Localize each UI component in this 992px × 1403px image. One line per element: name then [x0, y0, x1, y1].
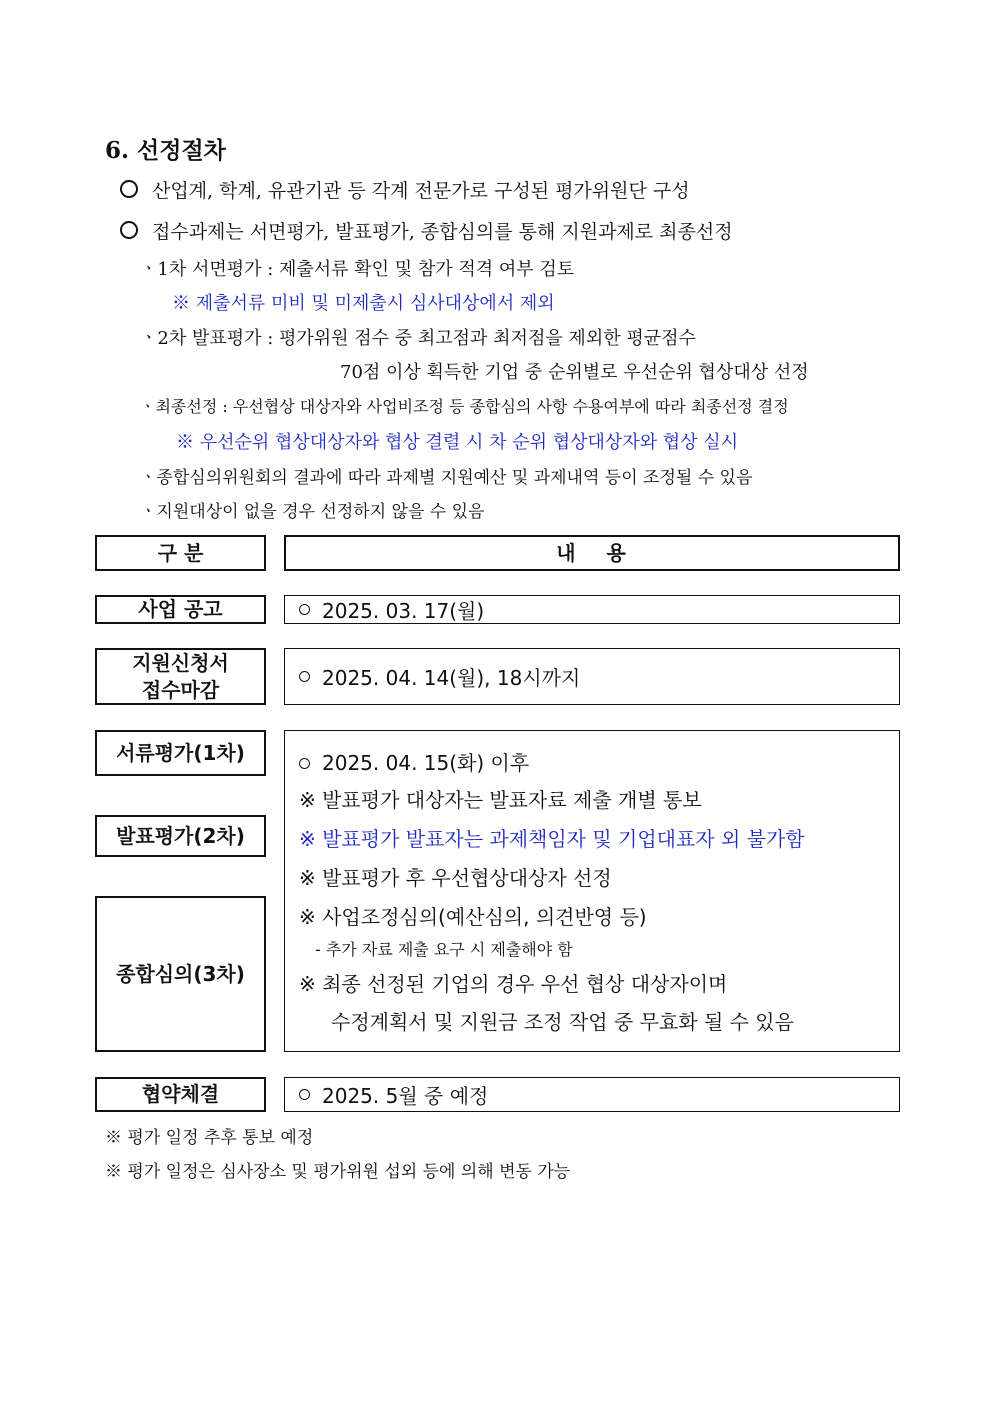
- eval-note-3: ※ 발표평가 후 우선협상대상자 선정: [299, 866, 612, 890]
- value-deadline: 2025. 04. 14(월), 18시까지: [284, 648, 900, 705]
- bullet-committee: 산업계, 학계, 유관기관 등 각계 전문가로 구성된 평가위원단 구성: [120, 176, 690, 203]
- label-document-eval: 서류평가(1차): [95, 730, 266, 776]
- footnote-schedule-notice: ※ 평가 일정 추후 통보 예정: [105, 1128, 314, 1148]
- value-evaluation-schedule: [284, 730, 900, 1052]
- small-circle-bullet-icon: [299, 1089, 310, 1100]
- label-presentation-eval: 발표평가(2차): [95, 815, 266, 857]
- small-circle-bullet-icon: [299, 671, 310, 682]
- eval-note-5-cont: 수정계획서 및 지원금 조정 작업 중 무효화 될 수 있음: [331, 1010, 794, 1034]
- value-announcement: 2025. 03. 17(월): [284, 595, 900, 624]
- small-circle-bullet-icon: [299, 604, 310, 615]
- bullet-selection-process: 접수과제는 서면평가, 발표평가, 종합심의를 통해 지원과제로 최종선정: [120, 217, 733, 244]
- note-final-selection: ※ 우선순위 협상대상자와 협상 결렬 시 차 순위 협상대상자와 협상 실시: [176, 432, 739, 453]
- label-deadline: 지원신청서 접수마감: [95, 648, 266, 705]
- section-title: 6. 선정절차: [105, 137, 226, 164]
- eval-note-4: ※ 사업조정심의(예산심의, 의견반영 등): [299, 905, 647, 929]
- header-category: 구 분: [95, 535, 266, 571]
- eval-note-2: ※ 발표평가 발표자는 과제책임자 및 기업대표자 외 불가함: [299, 827, 805, 851]
- item-second-eval-cont: 70점 이상 획득한 기업 중 순위별로 우선순위 협상대상 선정: [340, 362, 809, 383]
- note-first-eval: ※ 제출서류 미비 및 미제출시 심사대상에서 제외: [172, 293, 555, 314]
- circle-bullet-icon: [120, 221, 138, 239]
- item-second-eval: ㆍ2차 발표평가 : 평가위원 점수 중 최고점과 최저점을 제외한 평균점수: [140, 328, 696, 349]
- item-no-target: ㆍ지원대상이 없을 경우 선정하지 않을 수 있음: [140, 502, 485, 522]
- footnote-schedule-change: ※ 평가 일정은 심사장소 및 평가위원 섭외 등에 의해 변동 가능: [105, 1162, 571, 1182]
- header-content: 내 용: [284, 535, 900, 571]
- value-contract: 2025. 5월 중 예정: [284, 1077, 900, 1112]
- eval-date: 2025. 04. 15(화) 이후: [299, 747, 529, 776]
- eval-note-4-sub: - 추가 자료 제출 요구 시 제출해야 함: [315, 940, 573, 959]
- label-comprehensive-review: 종합심의(3차): [95, 896, 266, 1052]
- item-budget-adjust: ㆍ종합심의위원회의 결과에 따라 과제별 지원예산 및 과제내역 등이 조정될 수 있음: [140, 468, 753, 488]
- circle-bullet-icon: [120, 180, 138, 198]
- eval-note-1: ※ 발표평가 대상자는 발표자료 제출 개별 통보: [299, 788, 702, 812]
- item-first-eval: ㆍ1차 서면평가 : 제출서류 확인 및 참가 적격 여부 검토: [140, 259, 575, 280]
- label-announcement: 사업 공고: [95, 595, 266, 624]
- small-circle-bullet-icon: [299, 758, 310, 769]
- item-final-selection: ㆍ최종선정 : 우선협상 대상자와 사업비조정 등 종합심의 사항 수용여부에 따라 최종선정 결정: [140, 397, 789, 416]
- label-contract: 협약체결: [95, 1077, 266, 1112]
- eval-note-5: ※ 최종 선정된 기업의 경우 우선 협상 대상자이며: [299, 972, 728, 996]
